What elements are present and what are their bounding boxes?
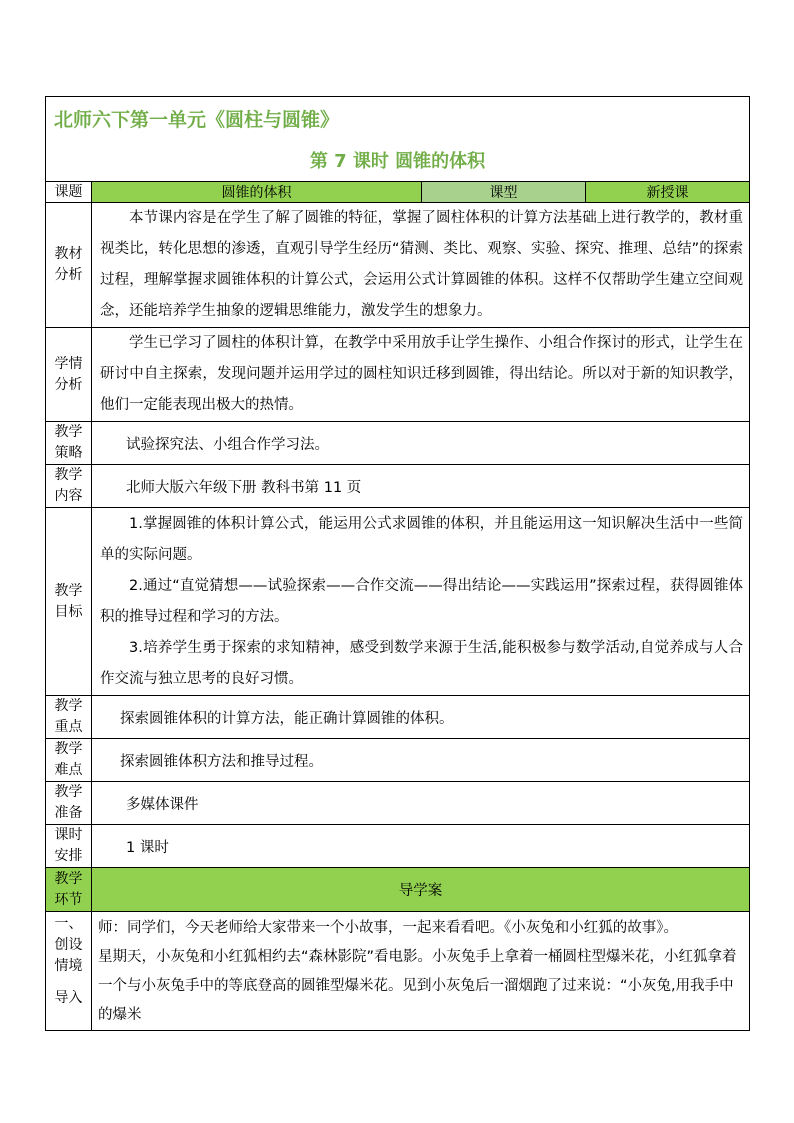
intro-line-1: 师：同学们，今天老师给大家带来一个小故事，一起来看看吧。《小灰兔和小红狐的故事》。 (98, 920, 678, 936)
lesson-title: 第 7 课时 圆锥的体积 (309, 151, 486, 172)
difficulties-row (46, 739, 750, 782)
preparation-row (46, 782, 750, 825)
goal-item-3: 3.培养学生勇于探索的求知精神，感受到数学来源于生活,能积极参与数学活动,自觉养成与人合作交流与独立思考的良好习惯。 (100, 639, 743, 687)
goals-list (92, 508, 750, 696)
intro-text (92, 912, 750, 1031)
strategy-text: 试验探究法、小组合作学习法。 (92, 422, 750, 465)
type-label: 课型 (422, 182, 586, 203)
preparation-text: 多媒体课件 (92, 782, 750, 825)
topic-label: 课题 (46, 182, 92, 203)
process-header: 导学案 (92, 868, 750, 912)
textbook-analysis-label: 教材 分析 (46, 203, 92, 328)
key-points-row (46, 696, 750, 739)
header-cell (46, 97, 750, 182)
strategy-row (46, 422, 750, 465)
topic-row (46, 182, 750, 203)
student-analysis-label: 学情 分析 (46, 328, 92, 422)
intro-row (46, 912, 750, 1031)
goal-item-2: 2.通过“直觉猜想——试验探索——合作交流——得出结论——实践运用”探索过程，获得圆锥体积的推导过程和学习的方法。 (100, 577, 743, 625)
content-label: 教学 内容 (46, 465, 92, 508)
strategy-label: 教学 策略 (46, 422, 92, 465)
unit-title: 北师六下第一单元《圆柱与圆锥》 (54, 109, 340, 131)
key-points-label: 教学 重点 (46, 696, 92, 739)
intro-label: 一、 创设 情境 导入 (46, 912, 92, 1031)
process-label: 教学 环节 (46, 868, 92, 912)
lesson-plan-table (45, 96, 750, 1031)
process-row (46, 868, 750, 912)
difficulties-label: 教学 难点 (46, 739, 92, 782)
goals-label: 教学 目标 (46, 508, 92, 696)
content-row (46, 465, 750, 508)
student-analysis-row (46, 328, 750, 422)
goal-item-1: 1.掌握圆锥的体积计算公式，能运用公式求圆锥的体积，并且能运用这一知识解决生活中一些简单的实际问题。 (100, 515, 743, 563)
topic-value: 圆锥的体积 (92, 182, 422, 203)
textbook-analysis-text: 本节课内容是在学生了解了圆锥的特征，掌握了圆柱体积的计算方法基础上进行教学的，教材重视类比，转化思想的渗透，直观引导学生经历“猜测、类比、观察、实验、探究、推理、总结”的探索过程，理解掌握求圆锥体积的计算公式，会运用公式计算圆锥的体积。这样不仅帮助学生建立空间观念，还能培养学生抽象的逻辑思维能力，激发学生的想象力。 (92, 203, 750, 328)
schedule-row (46, 825, 750, 868)
intro-line-2: 星期天，小灰兔和小红狐相约去“森林影院”看电影。小灰兔手上拿着一桶圆柱型爆米花，小红狐拿着一个与小灰兔手中的等底登高的圆锥型爆米花。见到小灰兔后一溜烟跑了过来说：“小灰兔,用我手中的爆米 (98, 949, 737, 1023)
type-value: 新授课 (586, 182, 750, 203)
schedule-label: 课时 安排 (46, 825, 92, 868)
lesson-plan-page (45, 96, 749, 1031)
textbook-analysis-row (46, 203, 750, 328)
student-analysis-text: 学生已学习了圆柱的体积计算，在教学中采用放手让学生操作、小组合作探讨的形式，让学生在研讨中自主探索，发现问题并运用学过的圆柱知识迁移到圆锥，得出结论。所以对于新的知识教学，他们一定能表现出极大的热情。 (92, 328, 750, 422)
content-text: 北师大版六年级下册 教科书第 11 页 (92, 465, 750, 508)
difficulties-text: 探索圆锥体积方法和推导过程。 (92, 739, 750, 782)
preparation-label: 教学 准备 (46, 782, 92, 825)
key-points-text: 探索圆锥体积的计算方法，能正确计算圆锥的体积。 (92, 696, 750, 739)
goals-row (46, 508, 750, 696)
schedule-text: 1 课时 (92, 825, 750, 868)
